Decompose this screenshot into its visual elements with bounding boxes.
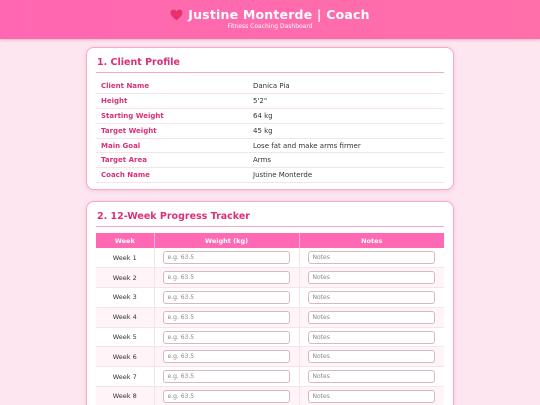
app-header — [0, 0, 540, 39]
section-divider — [96, 226, 444, 227]
weight-cell — [154, 307, 299, 327]
profile-value: Justine Monterde — [253, 168, 444, 183]
profile-row — [96, 168, 444, 183]
week-label: Week 8 — [96, 387, 154, 405]
week-label: Week 7 — [96, 367, 154, 387]
column-header-weight: Weight (kg) — [154, 233, 299, 248]
table-row — [96, 288, 444, 308]
table-row — [96, 367, 444, 387]
week-label: Week 4 — [96, 307, 154, 327]
client-profile-card — [86, 47, 454, 190]
progress-tracker-card — [86, 201, 454, 405]
table-row — [96, 268, 444, 288]
week-label: Week 5 — [96, 327, 154, 347]
notes-cell — [299, 288, 444, 308]
weight-cell — [154, 268, 299, 288]
notes-cell — [299, 367, 444, 387]
notes-input[interactable] — [308, 251, 436, 264]
weight-cell — [154, 327, 299, 347]
weight-input[interactable] — [163, 271, 290, 284]
week-label: Week 3 — [96, 288, 154, 308]
table-row — [96, 347, 444, 367]
heart-icon — [170, 9, 183, 21]
page-subtitle: Fitness Coaching Dashboard — [227, 23, 313, 30]
notes-input[interactable] — [308, 331, 436, 344]
notes-cell — [299, 268, 444, 288]
notes-input[interactable] — [308, 271, 436, 284]
table-row — [96, 327, 444, 347]
profile-value: 5'2" — [253, 94, 444, 109]
header-title-row — [0, 7, 540, 22]
weight-input[interactable] — [163, 251, 290, 264]
column-header-notes: Notes — [299, 233, 444, 248]
table-row — [96, 307, 444, 327]
profile-label: Target Area — [96, 153, 253, 168]
notes-cell — [299, 307, 444, 327]
page-title: Justine Monterde | Coach — [188, 7, 370, 22]
section-divider — [96, 72, 444, 73]
profile-label: Client Name — [96, 79, 253, 94]
table-row — [96, 387, 444, 405]
notes-input[interactable] — [308, 370, 436, 383]
table-row — [96, 248, 444, 268]
progress-tracker-title: 2. 12-Week Progress Tracker — [97, 211, 250, 222]
profile-row — [96, 79, 444, 94]
week-label: Week 1 — [96, 248, 154, 268]
profile-value: Arms — [253, 153, 444, 168]
profile-row — [96, 153, 444, 168]
weight-input[interactable] — [163, 291, 290, 304]
profile-label: Height — [96, 94, 253, 109]
profile-label: Coach Name — [96, 168, 253, 183]
column-header-week: Week — [96, 233, 154, 248]
progress-tracker-table — [96, 233, 444, 405]
notes-input[interactable] — [308, 291, 436, 304]
notes-input[interactable] — [308, 390, 436, 403]
client-profile-title: 1. Client Profile — [97, 57, 180, 68]
notes-cell — [299, 387, 444, 405]
weight-cell — [154, 347, 299, 367]
profile-row — [96, 138, 444, 153]
weight-input[interactable] — [163, 370, 290, 383]
profile-value: 45 kg — [253, 123, 444, 138]
weight-input[interactable] — [163, 350, 290, 363]
notes-cell — [299, 347, 444, 367]
weight-input[interactable] — [163, 311, 290, 324]
weight-input[interactable] — [163, 331, 290, 344]
profile-value: Lose fat and make arms firmer — [253, 138, 444, 153]
week-label: Week 6 — [96, 347, 154, 367]
profile-label: Starting Weight — [96, 109, 253, 124]
week-label: Week 2 — [96, 268, 154, 288]
profile-row — [96, 94, 444, 109]
weight-cell — [154, 248, 299, 268]
weight-cell — [154, 288, 299, 308]
weight-input[interactable] — [163, 390, 290, 403]
profile-row — [96, 109, 444, 124]
weight-cell — [154, 367, 299, 387]
profile-row — [96, 123, 444, 138]
profile-label: Target Weight — [96, 123, 253, 138]
notes-input[interactable] — [308, 311, 436, 324]
profile-value: 64 kg — [253, 109, 444, 124]
table-header-row — [96, 233, 444, 248]
weight-cell — [154, 387, 299, 405]
client-profile-table — [96, 79, 444, 183]
profile-value: Danica Pia — [253, 79, 444, 94]
notes-cell — [299, 327, 444, 347]
notes-input[interactable] — [308, 350, 436, 363]
profile-label: Main Goal — [96, 138, 253, 153]
notes-cell — [299, 248, 444, 268]
